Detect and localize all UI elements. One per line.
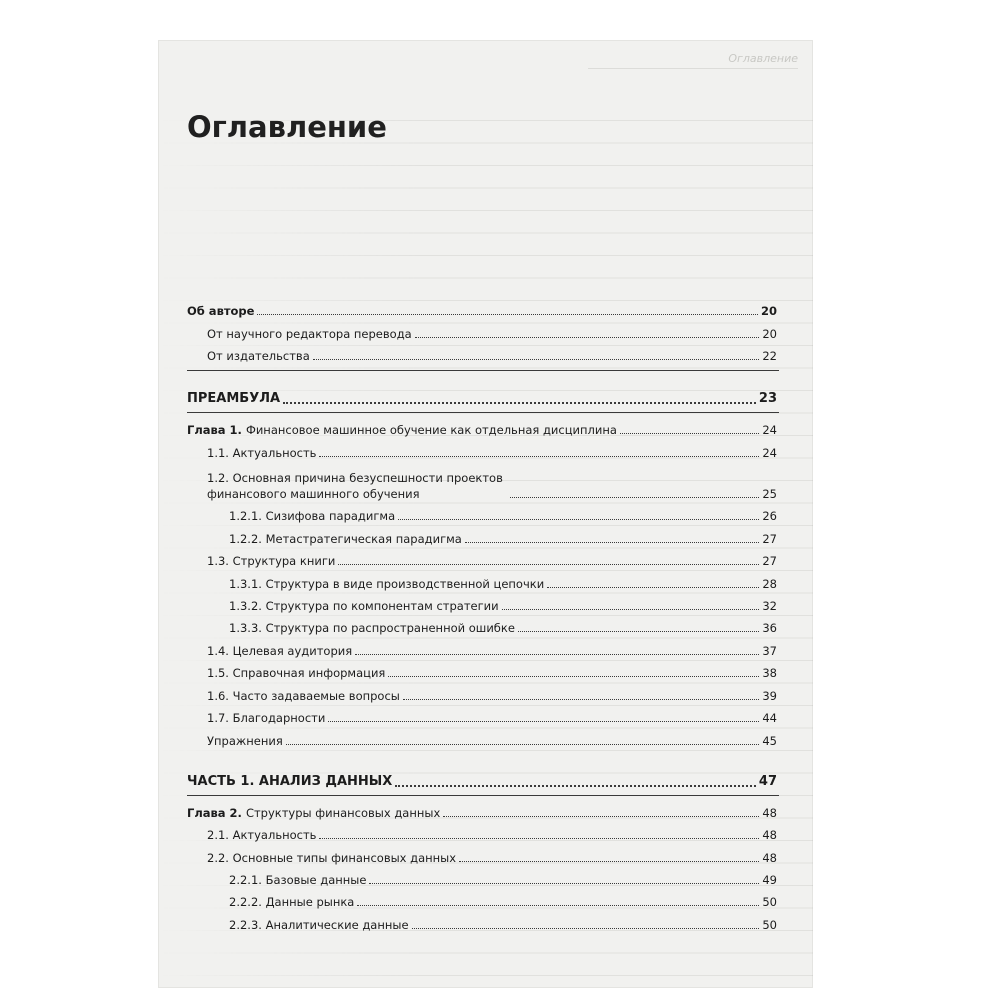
toc-entry bbox=[229, 894, 777, 910]
toc-entry-text: Упражнения bbox=[207, 734, 283, 748]
toc-page-number: 23 bbox=[758, 391, 777, 406]
toc-entry-text: Об авторе bbox=[187, 304, 255, 318]
toc-entry-label bbox=[207, 850, 456, 866]
toc-page-number: 50 bbox=[762, 918, 777, 932]
toc-dot-leader bbox=[369, 883, 759, 884]
toc-entry-label bbox=[187, 773, 392, 791]
toc-page-number: 28 bbox=[762, 577, 777, 591]
toc-entry-label bbox=[187, 422, 617, 438]
toc-page-number: 50 bbox=[762, 895, 777, 909]
toc-page-number: 26 bbox=[762, 509, 777, 523]
toc-dot-leader bbox=[357, 905, 759, 906]
toc-page-number: 20 bbox=[762, 327, 777, 341]
toc-entry-text: 1.2.2. Метастратегическая парадигма bbox=[229, 532, 462, 546]
toc-page-number: 27 bbox=[762, 554, 777, 568]
toc-entry bbox=[207, 850, 777, 866]
toc-entry-label bbox=[229, 598, 499, 614]
toc-entry bbox=[229, 576, 777, 592]
toc-entry-label bbox=[229, 531, 462, 547]
toc-entry-label bbox=[207, 710, 325, 726]
toc-entry-label bbox=[229, 620, 515, 636]
toc-entry-label bbox=[207, 827, 316, 843]
toc-page-number: 48 bbox=[762, 828, 777, 842]
toc-dot-leader bbox=[319, 456, 759, 457]
running-head: Оглавление bbox=[588, 52, 798, 69]
toc-page-number: 25 bbox=[762, 487, 777, 501]
toc-entry-text: 1.5. Справочная информация bbox=[207, 666, 386, 680]
section-divider bbox=[187, 795, 779, 796]
toc-page-number: 48 bbox=[762, 806, 777, 820]
section-divider bbox=[187, 412, 779, 413]
toc-dot-leader bbox=[620, 433, 759, 434]
toc-entry bbox=[207, 688, 777, 704]
toc-entry bbox=[229, 620, 777, 636]
toc-page-number: 47 bbox=[758, 774, 777, 789]
toc-entry bbox=[229, 598, 777, 614]
toc-entry bbox=[207, 710, 777, 726]
toc-entry-label bbox=[187, 303, 254, 319]
toc-entry-label bbox=[207, 470, 507, 502]
toc-page-number: 37 bbox=[762, 644, 777, 658]
toc-entry bbox=[229, 531, 777, 547]
toc-entry bbox=[207, 553, 777, 569]
toc-entry bbox=[229, 917, 777, 933]
toc-dot-leader bbox=[459, 861, 759, 862]
toc-entry-text: 2.2.1. Базовые данные bbox=[229, 873, 367, 887]
toc-entry-text: 1.7. Благодарности bbox=[207, 711, 326, 725]
toc-entry-text: 1.4. Целевая аудитория bbox=[207, 644, 353, 658]
toc-dot-leader bbox=[502, 609, 760, 610]
toc-dot-leader bbox=[355, 654, 759, 655]
toc-entry bbox=[229, 508, 777, 524]
toc-entry-label bbox=[229, 872, 366, 888]
toc-entry bbox=[207, 348, 777, 364]
toc-page-number: 22 bbox=[762, 349, 777, 363]
toc-entry-label bbox=[187, 390, 280, 408]
toc-page-number: 49 bbox=[762, 873, 777, 887]
toc-dot-leader bbox=[518, 631, 759, 632]
page-title: Оглавление bbox=[187, 110, 387, 144]
toc-entry-text: ЧАСТЬ 1. АНАЛИЗ ДАННЫХ bbox=[187, 774, 393, 789]
toc-entry-text: 1.2.1. Сизифова парадигма bbox=[229, 509, 396, 523]
toc-entry bbox=[207, 643, 777, 659]
toc-page-number: 27 bbox=[762, 532, 777, 546]
toc-dot-leader bbox=[338, 564, 759, 565]
toc-page-number: 44 bbox=[762, 711, 777, 725]
toc-page-number: 48 bbox=[762, 851, 777, 865]
toc-entry-label bbox=[207, 348, 310, 364]
toc-entry-text: 1.3.1. Структура в виде производственной цепочки bbox=[229, 577, 545, 591]
toc-dot-leader bbox=[388, 676, 759, 677]
toc-dot-leader bbox=[398, 519, 759, 520]
toc-entry-label bbox=[207, 665, 385, 681]
toc-page-number: 24 bbox=[762, 423, 777, 437]
toc-entry bbox=[187, 390, 777, 408]
table-of-contents bbox=[158, 40, 813, 988]
toc-entry bbox=[187, 773, 777, 791]
toc-entry bbox=[207, 470, 777, 502]
toc-dot-leader bbox=[283, 402, 756, 404]
toc-entry bbox=[187, 303, 777, 319]
toc-page-number: 20 bbox=[760, 304, 777, 318]
toc-entry bbox=[207, 665, 777, 681]
toc-entry-label bbox=[207, 643, 352, 659]
toc-dot-leader bbox=[403, 699, 759, 700]
toc-entry bbox=[207, 445, 777, 461]
toc-dot-leader bbox=[319, 838, 759, 839]
toc-dot-leader bbox=[415, 337, 760, 338]
toc-dot-leader bbox=[257, 314, 758, 315]
toc-page-number: 36 bbox=[762, 621, 777, 635]
toc-entry-label bbox=[207, 326, 412, 342]
toc-entry-text: ПРЕАМБУЛА bbox=[187, 391, 281, 406]
toc-entry-text: 2.1. Актуальность bbox=[207, 828, 317, 842]
toc-entry-text: 2.2.2. Данные рынка bbox=[229, 895, 355, 909]
toc-entry bbox=[187, 422, 777, 438]
toc-dot-leader bbox=[313, 359, 760, 360]
toc-entry-label bbox=[229, 917, 409, 933]
toc-entry-text: 1.3.3. Структура по распространенной ошибке bbox=[229, 621, 515, 635]
toc-entry bbox=[207, 827, 777, 843]
toc-dot-leader bbox=[510, 497, 759, 498]
toc-entry bbox=[229, 872, 777, 888]
toc-entry-text: 1.3.2. Структура по компонентам стратегии bbox=[229, 599, 499, 613]
toc-entry-label bbox=[229, 894, 354, 910]
toc-page-number: 39 bbox=[762, 689, 777, 703]
toc-dot-leader bbox=[547, 587, 759, 588]
toc-chapter-number: Глава 1. bbox=[187, 423, 242, 437]
toc-dot-leader bbox=[395, 785, 756, 787]
toc-entry-text: От научного редактора перевода bbox=[207, 327, 412, 341]
toc-entry-text: Финансовое машинное обучение как отдельная дисциплина bbox=[245, 423, 617, 437]
toc-entry-text: 1.3. Структура книги bbox=[207, 554, 336, 568]
toc-entry-label bbox=[207, 733, 283, 749]
toc-entry-text: 1.1. Актуальность bbox=[207, 446, 317, 460]
toc-dot-leader bbox=[412, 928, 760, 929]
toc-entry-label bbox=[207, 688, 400, 704]
toc-dot-leader bbox=[328, 721, 759, 722]
toc-entry-text: 1.6. Часто задаваемые вопросы bbox=[207, 689, 400, 703]
toc-entry-text: Структуры финансовых данных bbox=[245, 806, 441, 820]
toc-entry-text: От издательства bbox=[207, 349, 310, 363]
toc-entry-label bbox=[207, 445, 316, 461]
section-divider bbox=[187, 370, 779, 371]
toc-entry-text: 2.2.3. Аналитические данные bbox=[229, 918, 409, 932]
toc-entry-label bbox=[207, 553, 335, 569]
toc-entry bbox=[207, 733, 777, 749]
toc-entry-text: 1.2. Основная причина безуспешности проектов финансового машинного обучения bbox=[207, 471, 503, 501]
toc-page-number: 32 bbox=[762, 599, 777, 613]
toc-entry bbox=[187, 805, 777, 821]
toc-chapter-number: Глава 2. bbox=[187, 806, 242, 820]
toc-entry-label bbox=[187, 805, 440, 821]
toc-entry bbox=[207, 326, 777, 342]
toc-entry-label bbox=[229, 508, 395, 524]
toc-page-number: 45 bbox=[762, 734, 777, 748]
toc-entry-label bbox=[229, 576, 544, 592]
toc-dot-leader bbox=[443, 816, 759, 817]
toc-page-number: 38 bbox=[762, 666, 777, 680]
toc-page-number: 24 bbox=[762, 446, 777, 460]
toc-dot-leader bbox=[286, 744, 760, 745]
toc-entry-text: 2.2. Основные типы финансовых данных bbox=[207, 851, 457, 865]
toc-dot-leader bbox=[465, 542, 760, 543]
book-page bbox=[158, 40, 813, 988]
